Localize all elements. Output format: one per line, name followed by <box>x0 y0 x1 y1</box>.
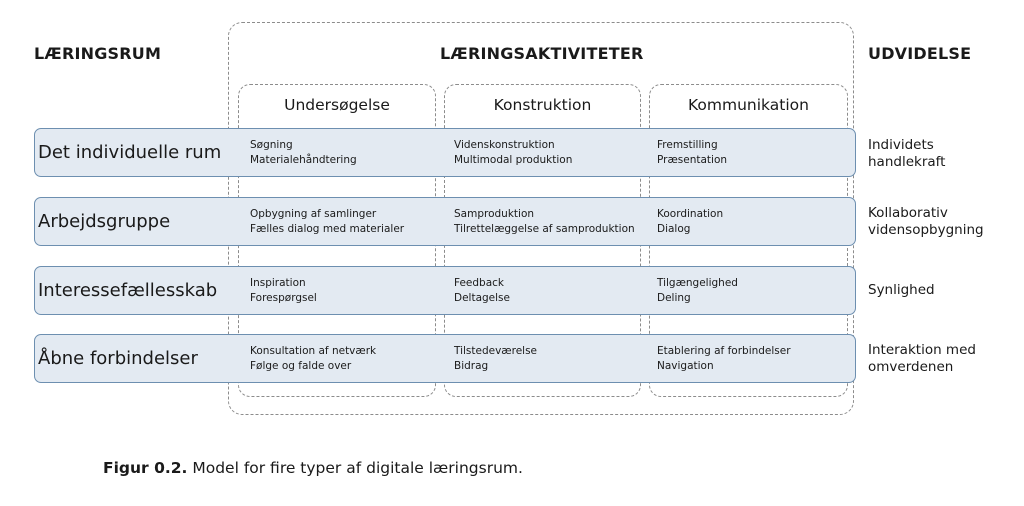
cell-line: Inspiration <box>250 277 306 289</box>
cell-undersoegelse <box>250 344 376 374</box>
cell-line: Dialog <box>657 223 691 235</box>
cell-line: Koordination <box>657 208 724 220</box>
cell-undersoegelse <box>250 207 404 237</box>
column-header-kommunikation: Kommunikation <box>688 96 809 114</box>
extension-line: vidensopbygning <box>868 222 984 238</box>
cell-line: Materialehåndtering <box>250 154 357 166</box>
cell-undersoegelse <box>250 138 357 168</box>
cell-line: Navigation <box>657 360 714 372</box>
cell-line: Forespørgsel <box>250 292 317 304</box>
cell-konstruktion <box>454 344 537 374</box>
extension-line: Kollaborativ <box>868 205 948 221</box>
extension-line: Synlighed <box>868 282 935 298</box>
figure-caption-text: Model for fire typer af digitale læringsrum. <box>187 459 523 477</box>
extension-line: Individets <box>868 137 934 153</box>
row-label: Arbejdsgruppe <box>38 211 171 232</box>
extension-line: Interaktion med <box>868 342 976 358</box>
row-label: Åbne forbindelser <box>38 348 198 369</box>
cell-line: Deltagelse <box>454 292 510 304</box>
cell-line: Tilrettelæggelse af samproduktion <box>454 223 635 235</box>
cell-konstruktion <box>454 207 635 237</box>
extension-text <box>868 342 976 376</box>
column-header-undersoegelse: Undersøgelse <box>284 96 390 114</box>
header-laeringsrum: LÆRINGSRUM <box>34 44 162 63</box>
figure-caption-label: Figur 0.2. <box>103 459 188 477</box>
cell-kommunikation <box>657 138 727 168</box>
cell-kommunikation <box>657 207 723 237</box>
cell-line: Bidrag <box>454 360 489 372</box>
extension-text <box>868 205 984 239</box>
cell-line: Feedback <box>454 277 505 289</box>
cell-line: Præsentation <box>657 154 728 166</box>
cell-line: Fremstilling <box>657 139 718 151</box>
cell-kommunikation <box>657 344 791 374</box>
cell-line: Fælles dialog med materialer <box>250 223 405 235</box>
cell-konstruktion <box>454 138 572 168</box>
extension-line: handlekraft <box>868 154 946 170</box>
header-laeringsaktiviteter: LÆRINGSAKTIVITETER <box>440 44 644 63</box>
header-udvidelse: UDVIDELSE <box>868 44 972 63</box>
cell-kommunikation <box>657 276 738 306</box>
row-label: Interessefællesskab <box>38 280 218 301</box>
cell-line: Konsultation af netværk <box>250 345 377 357</box>
cell-line: Samproduktion <box>454 208 535 220</box>
cell-line: Videnskonstruktion <box>454 139 555 151</box>
cell-line: Etablering af forbindelser <box>657 345 791 357</box>
cell-line: Multimodal produktion <box>454 154 573 166</box>
cell-undersoegelse <box>250 276 317 306</box>
extension-text <box>868 282 935 299</box>
extension-line: omverdenen <box>868 359 954 375</box>
cell-line: Følge og falde over <box>250 360 352 372</box>
extension-text <box>868 137 945 171</box>
cell-line: Søgning <box>250 139 293 151</box>
cell-line: Opbygning af samlinger <box>250 208 377 220</box>
cell-konstruktion <box>454 276 510 306</box>
cell-line: Tilgængelighed <box>657 277 738 289</box>
figure-caption <box>103 459 523 477</box>
cell-line: Deling <box>657 292 691 304</box>
column-header-konstruktion: Konstruktion <box>493 96 592 114</box>
cell-line: Tilstedeværelse <box>454 345 538 357</box>
row-label: Det individuelle rum <box>38 142 222 163</box>
